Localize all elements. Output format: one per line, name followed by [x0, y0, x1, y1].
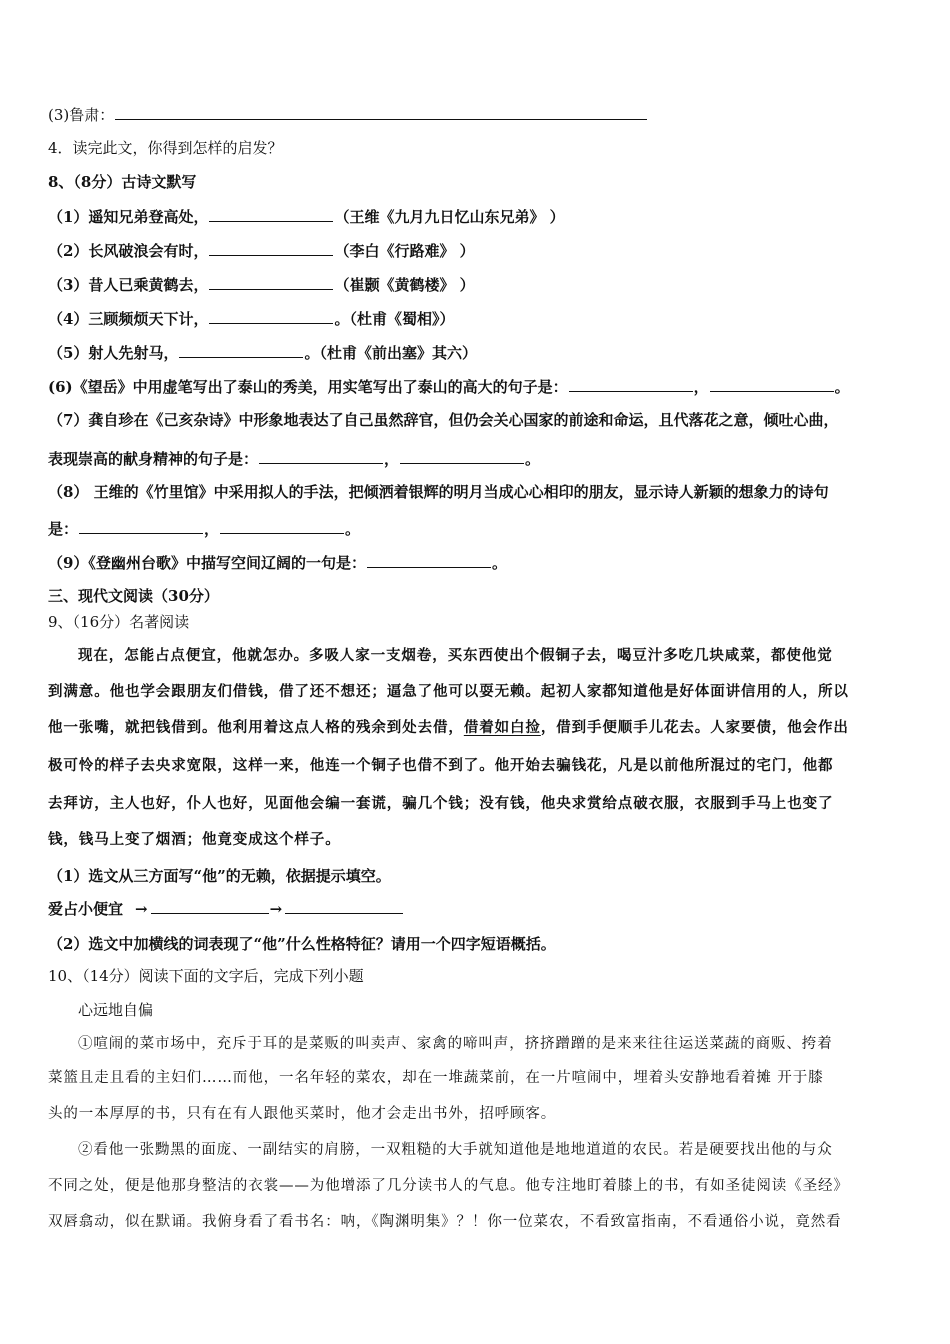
q10-paragraph-line: 菜篮且走且看的主妇们……而他，一名年轻的菜农，却在一堆蔬菜前，在一片喧闹中，埋着头安静地看着摊 开于膝	[48, 1070, 824, 1086]
q8-header: 8、（8分）古诗文默写	[48, 173, 197, 191]
q8-item5	[48, 342, 477, 363]
q9-header: 9、（16分）名著阅读	[48, 613, 190, 631]
arrow-icon: →	[135, 900, 148, 918]
separator: ，	[693, 378, 709, 396]
q8-item1-source: （王维《九月九日忆山东兄弟》 ）	[334, 208, 565, 226]
answer-blank[interactable]	[209, 240, 333, 256]
separator: ，	[384, 450, 400, 468]
q8-item4-prompt: （4）三顾频烦天下计，	[48, 310, 209, 328]
q8-item1-prompt: （1）遥知兄弟登高处，	[48, 208, 209, 226]
q8-item8-prompt: 是：	[48, 520, 79, 538]
q8-item3	[48, 274, 475, 295]
q8-item2-prompt: （2）长风破浪会有时，	[48, 242, 209, 260]
q3-item3	[48, 104, 648, 125]
q8-item5-source: 。（杜甫《前出塞》其六）	[304, 344, 477, 362]
q8-item8-line2	[48, 518, 360, 539]
answer-blank[interactable]	[209, 274, 333, 290]
q9-sub2: （2）选文中加横线的词表现了“他”什么性格特征？请用一个四字短语概括。	[48, 935, 556, 953]
end-mark: 。	[525, 450, 541, 468]
q8-item6	[48, 376, 850, 397]
q10-paragraph-line: ①喧闹的菜市场中，充斥于耳的是菜贩的叫卖声、家禽的啼叫声，挤挤蹭蹭的是来来往往运送菜蔬的商贩、挎着	[78, 1036, 833, 1052]
answer-blank[interactable]	[569, 376, 693, 392]
q8-item9	[48, 552, 507, 573]
q8-item3-source: （崔颢《黄鹤楼》 ）	[334, 276, 475, 294]
answer-blank[interactable]	[209, 206, 333, 222]
q10-paragraph-line: 双唇翕动，似在默诵。我俯身看了看书名：呐，《陶渊明集》？！你一位菜农，不看致富指南，不看通俗小说，竟然看	[48, 1214, 842, 1230]
answer-blank[interactable]	[79, 518, 203, 534]
passage-text: 他一张嘴，就把钱借到。他利用着这点人格的残余到处去借，	[48, 719, 464, 736]
answer-blank[interactable]	[367, 552, 491, 568]
answer-blank[interactable]	[151, 898, 269, 914]
answer-blank[interactable]	[710, 376, 834, 392]
q8-item2	[48, 240, 475, 261]
q8-item4-source: 。（杜甫《蜀相》）	[334, 310, 455, 328]
q8-item1	[48, 206, 565, 227]
q8-item7-line2	[48, 448, 540, 469]
q10-paragraph-line: ②看他一张黝黑的面庞、一副结实的肩膀，一双粗糙的大手就知道他是地地道道的农民。若是硬要找出他的与众	[78, 1142, 833, 1158]
q9-passage-line: 钱，钱马上变了烟酒；他竟变成这个样子。	[48, 831, 341, 848]
q8-item7-prompt: 表现崇高的献身精神的句子是：	[48, 450, 259, 468]
underlined-phrase: 借着如白捡	[463, 719, 541, 736]
end-mark: 。	[834, 378, 850, 396]
answer-blank[interactable]	[400, 448, 524, 464]
answer-blank[interactable]	[179, 342, 303, 358]
q8-item6-prompt: (6)《望岳》中用虚笔写出了泰山的秀美，用实笔写出了泰山的高大的句子是：	[48, 378, 568, 396]
q8-item8-line1: （8） 王维的《竹里馆》中采用拟人的手法，把倾洒着银辉的明月当成心心相印的朋友，显示诗人新颖的想象力的诗句	[48, 483, 829, 501]
answer-blank[interactable]	[220, 518, 344, 534]
q10-article-title: 心远地自偏	[78, 1001, 154, 1019]
q9-passage-line	[48, 718, 849, 738]
q8-item4	[48, 308, 454, 329]
answer-blank[interactable]	[259, 448, 383, 464]
end-mark: 。	[491, 554, 507, 572]
q8-item5-prompt: （5）射人先射马，	[48, 344, 179, 362]
passage-text: ，借到手便顺手儿花去。人家要债，他会作出	[540, 719, 849, 736]
q10-header: 10、（14分）阅读下面的文字后，完成下列小题	[48, 967, 364, 985]
q8-item3-prompt: （3）昔人已乘黄鹤去，	[48, 276, 209, 294]
q9-passage-line: 到满意。他也学会跟朋友们借钱，借了还不想还；逼急了他可以耍无赖。起初人家都知道他是好体面讲信用的人，所以	[48, 683, 849, 700]
q8-item2-source: （李白《行路难》 ）	[334, 242, 475, 260]
answer-blank[interactable]	[115, 104, 647, 120]
q9-passage-line: 现在，怎能占点便宜，他就怎办。多吸人家一支烟卷，买东西使出个假铜子去，喝豆汁多吃几块咸菜，都使他觉	[78, 647, 833, 664]
answer-blank[interactable]	[209, 308, 333, 324]
arrow-icon: →	[269, 900, 283, 918]
answer-blank[interactable]	[285, 898, 403, 914]
q4-text: 4．读完此文，你得到怎样的启发？	[48, 139, 283, 157]
fill-start-label: 爱占小便宜	[48, 900, 124, 918]
q9-sub1: （1）选文从三方面写“他”的无赖，依据提示填空。	[48, 867, 391, 885]
q3-item3-label: (3)鲁肃：	[48, 106, 115, 124]
q10-paragraph-line: 不同之处，便是他那身整洁的衣裳——为他增添了几分读书人的气息。他专注地盯着膝上的书，有如圣徒阅读《圣经》	[48, 1178, 849, 1194]
q8-item9-prompt: （9）《登幽州台歌》中描写空间辽阔的一句是：	[48, 554, 366, 572]
q10-paragraph-line: 头的一本厚厚的书，只有在有人跟他买菜时，他才会走出书外，招呼顾客。	[48, 1106, 557, 1122]
section3-title: 三、现代文阅读（30分）	[48, 587, 219, 605]
end-mark: 。	[345, 520, 361, 538]
q9-passage-line: 极可怜的样子去央求宽限，这样一来，他连一个铜子也借不到了。他开始去骗钱花，凡是以前他所混过的宅门，他都	[48, 757, 834, 774]
separator: ，	[204, 520, 220, 538]
q9-sub1-fill	[48, 898, 404, 919]
q8-item7-line1: （7）龚自珍在《己亥杂诗》中形象地表达了自己虽然辞官，但仍会关心国家的前途和命运，且代落花之意，倾吐心曲，	[48, 411, 839, 429]
q9-passage-line: 去拜访，主人也好，仆人也好，见面他会编一套谎，骗几个钱；没有钱，他央求赏给点破衣服，衣服到手马上也变了	[48, 795, 834, 812]
